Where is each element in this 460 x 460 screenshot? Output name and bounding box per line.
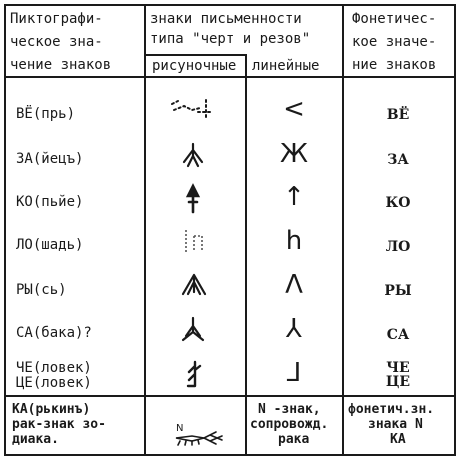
- row4-phonetic: ЛО: [385, 239, 411, 255]
- row6-meaning: СА(бака)?: [16, 325, 92, 341]
- footer-col4-line2: знака N: [368, 417, 423, 432]
- row7-linear-sign: ⅃: [286, 358, 302, 388]
- row2-meaning: ЗА(йецъ): [16, 151, 84, 167]
- row3-meaning: КО(пьйе): [16, 194, 84, 210]
- header-col2-line2: типа "черт и резов": [150, 31, 311, 47]
- table-border-bottom: [4, 454, 456, 456]
- header-col1-line3: чение знаков: [10, 57, 112, 73]
- row5-linear-sign: Λ: [285, 270, 303, 300]
- footer-col3-line2: сопровожд.: [250, 417, 329, 432]
- row7-phonetic-line2: ЦЕ: [385, 374, 411, 390]
- table-border-right: [454, 4, 456, 456]
- footer-top-line: [4, 395, 456, 397]
- row1-meaning: ВЁ(прь): [16, 106, 76, 122]
- row1-phonetic: ВЁ: [386, 107, 410, 123]
- footer-col1-line2: рак-знак зо-: [12, 417, 106, 432]
- row5-pictogram: [180, 272, 208, 298]
- header-col4-line2: кое значе-: [352, 34, 437, 50]
- row4-meaning: ЛО(шадь): [16, 237, 84, 253]
- row6-pictogram: [180, 316, 206, 342]
- header-col2-sub1: рисуночные: [152, 58, 237, 74]
- header-col2-line1: знаки письменности: [150, 11, 302, 27]
- row3-pictogram: [184, 184, 202, 214]
- header-bottom-line: [4, 76, 456, 78]
- col-divider-1: [144, 4, 146, 456]
- table-border-top: [4, 4, 456, 6]
- header-col4-line3: ние знаков: [352, 57, 437, 73]
- footer-col1-line3: диака.: [12, 432, 59, 447]
- row3-linear-sign: ↑: [283, 182, 305, 212]
- row7-meaning-line2: ЦЕ(ловек): [16, 375, 92, 391]
- row6-linear-sign: ⅄: [286, 314, 302, 344]
- header-col2-sub2: линейные: [252, 58, 320, 74]
- footer-col4-line1: фонетич.зн.: [348, 402, 435, 417]
- row2-linear-sign: Ж: [279, 139, 308, 169]
- header-col4-line1: Фонетичес-: [352, 11, 437, 27]
- footer-col4-line3: КА: [390, 432, 406, 447]
- footer-col3-line3: рака: [278, 432, 310, 447]
- row7-pictogram: [184, 360, 204, 390]
- row2-phonetic: ЗА: [387, 152, 409, 168]
- row7-phonetic-line1: ЧЕ: [386, 360, 410, 376]
- footer-col1-line1: КА(рькинъ): [12, 402, 91, 417]
- row5-meaning: РЫ(сь): [16, 282, 67, 298]
- footer-crab-pictogram: [170, 428, 230, 448]
- header-col1-line2: ческое зна-: [10, 34, 103, 50]
- table-border-left: [4, 4, 6, 456]
- header-col1-line1: Пиктографи-: [10, 11, 103, 27]
- footer-col3-line1: N -знак,: [258, 402, 321, 417]
- row4-pictogram: [182, 228, 206, 254]
- row3-phonetic: КО: [385, 195, 411, 211]
- row1-linear-sign: <: [283, 94, 305, 124]
- row7-meaning-line1: ЧЕ(ловек): [16, 360, 92, 376]
- footer-pictogram-label: N: [176, 423, 184, 434]
- row2-pictogram: [180, 142, 206, 168]
- row4-linear-sign: h: [285, 226, 303, 256]
- row5-phonetic: РЫ: [384, 283, 412, 299]
- row6-phonetic: СА: [386, 327, 410, 343]
- header-divider: [146, 54, 246, 56]
- row1-pictogram: [168, 96, 218, 122]
